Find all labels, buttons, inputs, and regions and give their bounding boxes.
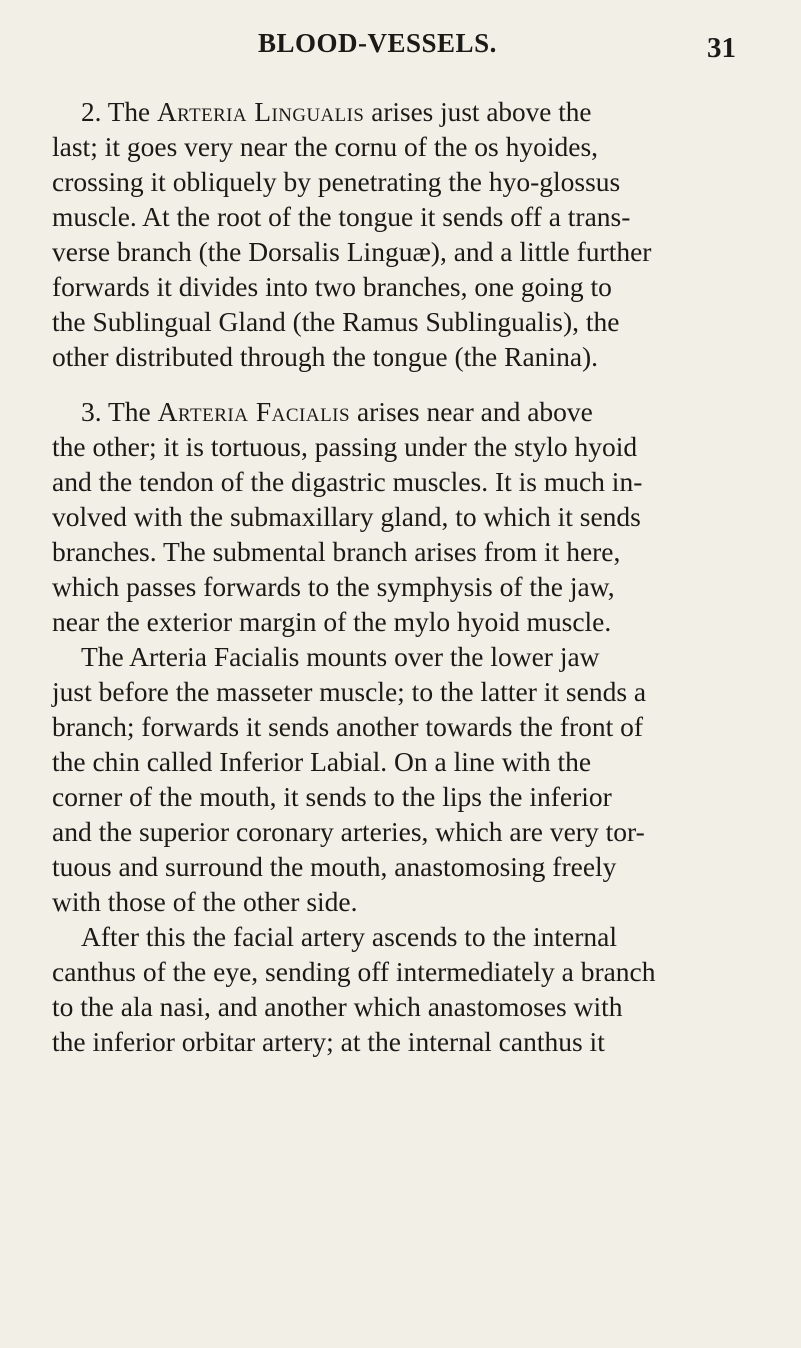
text-line: branches. The submental branch arises from it here,: [52, 536, 621, 567]
text-line: which passes forwards to the symphysis of the jaw,: [52, 571, 615, 602]
text-line: After this the facial artery ascends to the internal: [81, 921, 618, 952]
text-line: the chin called Inferior Labial. On a line with the: [52, 746, 592, 777]
text-line: other distributed through the tongue (the Ranina).: [52, 341, 599, 372]
text-line: volved with the submaxillary gland, to which it sends: [52, 501, 641, 532]
running-title: BLOOD-VESSELS.: [258, 28, 497, 58]
text-line: the inferior orbitar artery; at the internal canthus it: [52, 1026, 605, 1057]
text-line: near the exterior margin of the mylo hyoid muscle.: [52, 606, 612, 637]
text-line: muscle. At the root of the tongue it sends off a trans-: [52, 201, 631, 232]
text-line: 3. The Arteria Facialis arises near and above: [81, 396, 593, 427]
text-line: the other; it is tortuous, passing under the stylo hyoid: [52, 431, 638, 462]
text-line: with those of the other side.: [52, 886, 358, 917]
text-line: crossing it obliquely by penetrating the hyo-glossus: [52, 166, 621, 197]
text-line: branch; forwards it sends another towards the front of: [52, 711, 644, 742]
text-line: verse branch (the Dorsalis Linguæ), and a little further: [52, 236, 652, 267]
text-line: and the tendon of the digastric muscles. It is much in-: [52, 466, 643, 497]
page-number: 31: [707, 32, 736, 64]
term-arteria-lingualis: Arteria Lingualis: [156, 96, 365, 127]
text-line: to the ala nasi, and another which anastomoses with: [52, 991, 623, 1022]
text-line: just before the masseter muscle; to the latter it sends a: [52, 676, 647, 707]
text-line: the Sublingual Gland (the Ramus Sublingualis), the: [52, 306, 620, 337]
text-line: canthus of the eye, sending off intermediately a branch: [52, 956, 656, 987]
text-line: The Arteria Facialis mounts over the lower jaw: [81, 641, 600, 672]
term-arteria-facialis: Arteria Facialis: [157, 396, 351, 427]
text-line: and the superior coronary arteries, which are very tor-: [52, 816, 645, 847]
text-line: tuous and surround the mouth, anastomosing freely: [52, 851, 617, 882]
text-line: corner of the mouth, it sends to the lips the inferior: [52, 781, 612, 812]
text-line: last; it goes very near the cornu of the os hyoides,: [52, 131, 599, 162]
text-line: 2. The Arteria Lingualis arises just above the: [81, 96, 592, 127]
text-line: forwards it divides into two branches, one going to: [52, 271, 612, 302]
